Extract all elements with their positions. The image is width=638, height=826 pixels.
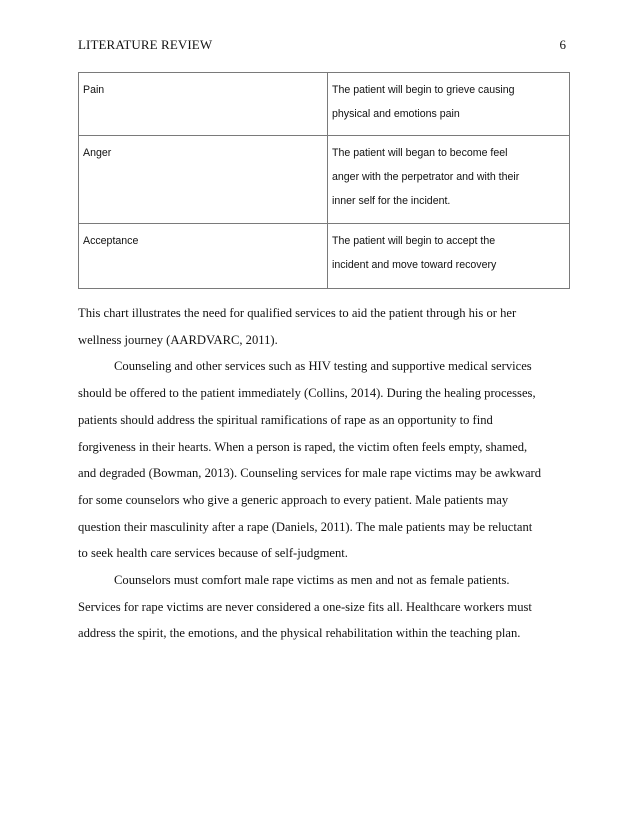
effect-line: incident and move toward recovery	[332, 259, 497, 271]
effect-cell	[328, 136, 570, 224]
paragraph-line: should be offered to the patient immediately (Collins, 2014). During the healing processes,	[78, 386, 536, 401]
effect-cell	[328, 73, 570, 136]
effect-line: inner self for the incident.	[332, 195, 451, 207]
paragraph-line: Counseling and other services such as HIV testing and supportive medical services	[114, 359, 532, 374]
paragraph-line: to seek health care services because of self-judgment.	[78, 546, 348, 561]
effect-line: The patient will begin to accept the	[332, 235, 496, 247]
page-number: 6	[559, 37, 566, 52]
paragraph-line: wellness journey (AARDVARC, 2011).	[78, 332, 278, 347]
paragraph-line: question their masculinity after a rape (Daniels, 2011). The male patients may be reluctant	[78, 519, 533, 534]
effect-line: The patient will begin to grieve causing	[332, 84, 515, 96]
stage-cell: Pain	[79, 73, 328, 136]
paragraph-line: address the spirit, the emotions, and the physical rehabilitation within the teaching plan.	[78, 626, 521, 641]
table-row	[79, 136, 570, 224]
body-text	[78, 300, 578, 647]
effect-line: anger with the perpetrator and with their	[332, 171, 520, 183]
stage-cell: Anger	[79, 136, 328, 224]
table-row	[79, 224, 570, 289]
paragraph-line: Services for rape victims are never considered a one-size fits all. Healthcare workers must	[78, 599, 532, 614]
effect-cell	[328, 224, 570, 289]
paragraph-line: This chart illustrates the need for qualified services to aid the patient through his or her	[78, 306, 517, 320]
running-head: LITERATURE REVIEW	[78, 37, 213, 52]
paragraph-line: for some counselors who give a generic approach to every patient. Male patients may	[78, 492, 509, 507]
paragraph-line: and degraded (Bowman, 2013). Counseling services for male rape victims may be awkward	[78, 466, 542, 481]
effect-line: The patient will began to become feel	[332, 147, 508, 159]
effect-line: physical and emotions pain	[332, 108, 460, 120]
paragraph-line: forgiveness in their hearts. When a person is raped, the victim often feels empty, shamed,	[78, 439, 528, 454]
paragraph-line: Counselors must comfort male rape victims as men and not as female patients.	[114, 573, 510, 588]
table-row	[79, 73, 570, 136]
stage-cell: Acceptance	[79, 224, 328, 289]
paragraph-line: patients should address the spiritual ramifications of rape as an opportunity to find	[78, 412, 493, 427]
grief-stages-table	[78, 72, 570, 289]
